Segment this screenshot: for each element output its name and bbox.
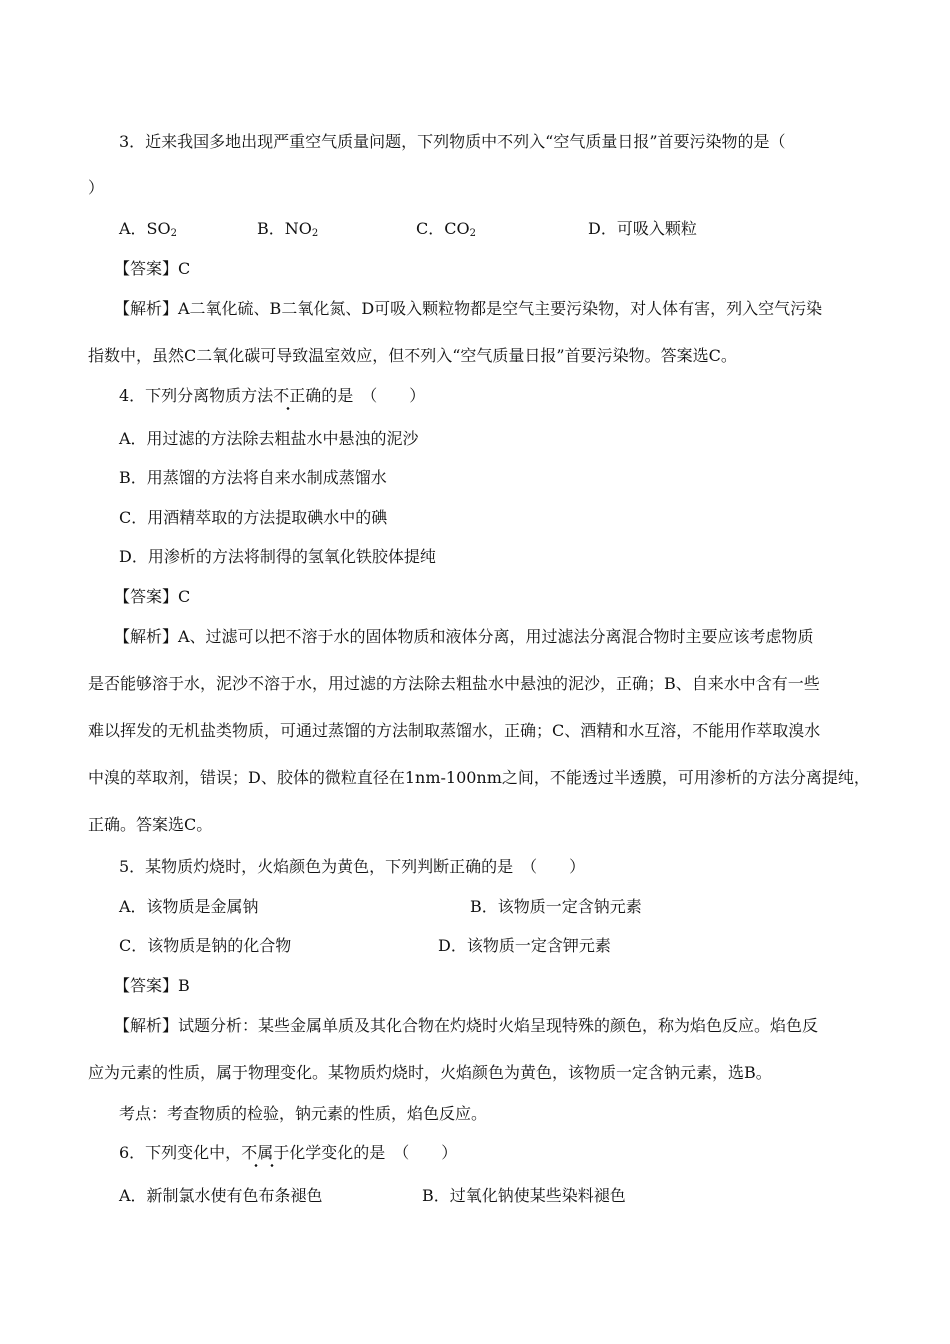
q3-answer: 【答案】C xyxy=(114,259,191,278)
q4-option-a: A．用过滤的方法除去粗盐水中悬浊的泥沙 xyxy=(119,429,419,448)
q5-kaodian: 考点：考查物质的检验，钠元素的性质，焰色反应。 xyxy=(119,1104,488,1123)
q4-analysis-line-4: 中溴的萃取剂，错误；D、胶体的微粒直径在1nm-100nm之间，不能透过半透膜，可用渗析的方法分离提纯， xyxy=(88,768,870,787)
q5-stem: 5．某物质灼烧时，火焰颜色为黄色，下列判断正确的是 （ ） xyxy=(119,857,586,876)
q6-stem-emphasis: 不属于 xyxy=(241,1143,290,1162)
q3-analysis-line-1: 【解析】A二氧化硫、B二氧化氮、D可吸入颗粒物都是空气主要污染物，对人体有害，列入空气污染 xyxy=(114,299,823,318)
q5-analysis-line-2: 应为元素的性质，属于物理变化。某物质灼烧时，火焰颜色为黄色，该物质一定含钠元素，选B。 xyxy=(88,1063,772,1082)
q6-option-b: B．过氧化钠使某些染料褪色 xyxy=(422,1186,626,1205)
q3-stem-text: 3．近来我国多地出现严重空气质量问题，下列物质中不列入“空气质量日报”首要污染物的是（ xyxy=(119,132,786,151)
q6-stem-post: 化学变化的是 （ ） xyxy=(289,1143,458,1162)
q3-stem-close: ） xyxy=(88,178,105,197)
q4-option-c: C．用酒精萃取的方法提取碘水中的碘 xyxy=(119,508,388,527)
q4-analysis-line-3: 难以挥发的无机盐类物质，可通过蒸馏的方法制取蒸馏水，正确；C、酒精和水互溶，不能用作萃取溴水 xyxy=(88,721,821,740)
q6-option-a: A．新制氯水使有色布条褪色 xyxy=(119,1186,323,1205)
q3-option-a-label: A．SO xyxy=(119,219,171,238)
q3-option-d xyxy=(588,219,697,239)
q4-option-b: B．用蒸馏的方法将自来水制成蒸馏水 xyxy=(119,468,387,487)
q3-option-c-sub: 2 xyxy=(469,228,476,239)
q5-option-d: D．该物质一定含钾元素 xyxy=(438,936,611,955)
q5-option-b: B．该物质一定含钠元素 xyxy=(470,897,642,916)
q5-answer: 【答案】B xyxy=(114,976,190,995)
q4-stem-post: 确的是 （ ） xyxy=(305,386,426,405)
q4-analysis-line-1: 【解析】A、过滤可以把不溶于水的固体物质和液体分离，用过滤法分离混合物时主要应该考虑物质 xyxy=(114,627,814,646)
q3-option-b-sub: 2 xyxy=(311,228,319,239)
q3-option-c xyxy=(416,219,476,239)
q4-answer: 【答案】C xyxy=(114,587,191,606)
q5-option-a: A．该物质是金属钠 xyxy=(119,897,259,916)
q3-option-b-label: B．NO xyxy=(257,219,312,238)
q4-stem-emphasis: 不正 xyxy=(273,386,306,405)
q4-analysis-line-2: 是否能够溶于水，泥沙不溶于水，用过滤的方法除去粗盐水中悬浊的泥沙，正确；B、自来水中含有一些 xyxy=(88,674,820,693)
q4-stem-pre: 4．下列分离物质方法 xyxy=(119,386,274,405)
q6-stem-pre: 6．下列变化中， xyxy=(119,1143,242,1162)
q3-analysis-line-2: 指数中，虽然C二氧化碳可导致温室效应，但不列入“空气质量日报”首要污染物。答案选C。 xyxy=(88,346,737,365)
q4-option-d: D．用渗析的方法将制得的氢氧化铁胶体提纯 xyxy=(119,547,436,566)
q3-option-c-label: C．CO xyxy=(416,219,470,238)
q5-analysis-line-1: 【解析】试题分析：某些金属单质及其化合物在灼烧时火焰呈现特殊的颜色，称为焰色反应。焰色反 xyxy=(114,1016,819,1035)
q5-option-c: C．该物质是钠的化合物 xyxy=(119,936,292,955)
q6-stem xyxy=(119,1143,457,1163)
q3-option-b xyxy=(257,219,318,239)
q4-stem xyxy=(119,386,425,406)
q3-stem xyxy=(119,132,786,152)
q3-option-a xyxy=(119,219,177,239)
q4-analysis-line-5: 正确。答案选C。 xyxy=(88,815,213,834)
q3-option-a-sub: 2 xyxy=(170,228,178,239)
q3-option-d-label: D．可吸入颗粒 xyxy=(588,219,697,238)
